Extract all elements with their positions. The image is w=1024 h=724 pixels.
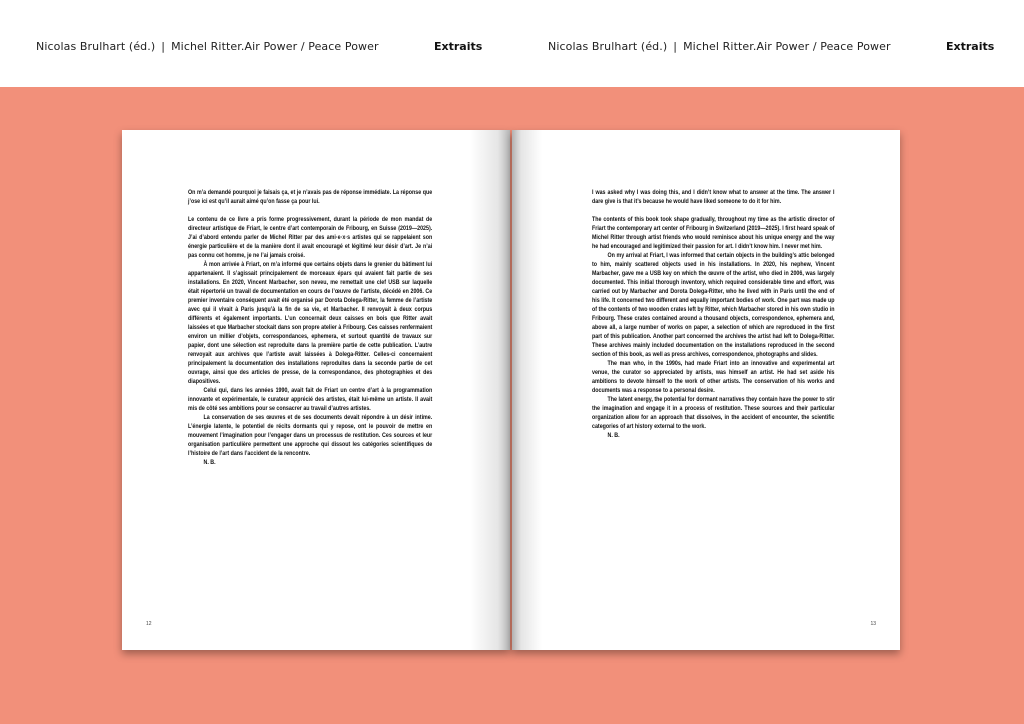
header-right	[548, 40, 891, 53]
header-separator: |	[673, 40, 678, 53]
header-extraits-label: Extraits	[434, 40, 483, 53]
header-title: Michel Ritter.Air Power / Peace Power	[683, 40, 891, 53]
open-book	[122, 130, 902, 650]
right-page-text	[592, 188, 835, 440]
header-author: Nicolas Brulhart (éd.)	[36, 40, 156, 53]
signature: N. B.	[607, 432, 620, 439]
paragraph: The latent energy, the potential for dormant narratives they contain have the power to stir the imagination and engage it in a process of restitution. These sources and their particular organization allow for an approach that dissolves, in the accident of encounter, the scientific categories of art history external to the work.	[592, 396, 835, 430]
left-page-text	[188, 188, 432, 467]
paragraph: Celui qui, dans les années 1990, avait fait de Friart un centre d’art à la programmation innovante et expérimentale, le curateur apprécié des artistes, était lui-même un artiste. Il avait mis de côté ses ambitions pour se consacrer au travail d’autres artistes.	[188, 387, 433, 412]
header-separator: |	[161, 40, 166, 53]
paragraph: À mon arrivée à Friart, on m’a informé que certains objets dans le grenier du bâtiment lui appartenaient. Il s’agissait principalement de morceaux épars qui avaient fait partie de ses installations. En 2020, Vincent Marbacher, son neveu, me remettait une clef USB sur laquelle était répertorié un travail de documentation en cours de l’œuvre de l’artiste, décédé en 2006. Ce premier inventaire conséquent avait été organisé par Dorota Dolega-Ritter, la femme de l’artiste avec qui il vivait à Paris jusqu’à la fin de sa vie, et Marbacher. Il renvoyait à deux corpus différents et également importants. L’un concernait deux caisses en bois que Ritter avait laissées et que Marbacher stockait dans son propre atelier à Fribourg. Ces caisses renfermaient environ un millier d’objets, correspondances, ephemera, et surtout quantité de travaux sur papier, dont une sélection est reproduite dans la première partie de cette publication. L’autre renvoyait aux archives que l’artiste avait laissées à Dolega-Ritter. Celles-ci concernaient principalement la documentation des installations reproduites dans la seconde partie de cet ouvrage, ainsi que des articles de presse, de la correspondance, des photographies et des diapositives.	[188, 261, 433, 385]
header-title: Michel Ritter.Air Power / Peace Power	[171, 40, 379, 53]
header-left	[36, 40, 379, 53]
right-page	[512, 130, 900, 650]
page-number: 13	[870, 621, 876, 627]
paragraph: On my arrival at Friart, I was informed that certain objects in the building’s attic belonged to him, mainly scattered objects used in his installations. In 2020, his nephew, Vincent Marbacher, gave me a USB key on which the œuvre of the artist, who died in 2006, was largely documented. This initial thorough inventory, which required considerable time and effort, was carried out by Marbacher and Dorota Dolega-Ritter, who he lived with in Paris until the end of his life. It concerned two different and equally important bodies of work. One part was made up of the contents of two wooden crates left by Ritter, which Marbacher stored in his own studio in Fribourg. These crates contained around a thousand objects, correspondence, ephemera and, above all, a large number of works on paper, a selection of which are reproduced in the first part of this publication. Another part concerned the archives the artist had left to Dolega-Ritter. These archives mainly included documentation on the installations reproduced in the second section of this book, as well as press archives, correspondence, photographs and slides.	[592, 252, 835, 358]
header-bar	[0, 0, 1024, 87]
left-page	[122, 130, 510, 650]
paragraph: The man who, in the 1990s, had made Friart into an innovative and experimental art venue, the curator so appreciated by artists, was himself an artist. He had set aside his ambitions to devote himself to the work of other artists. The conservation of his works and documents was a response to a personal desire.	[592, 360, 835, 394]
page-number: 12	[146, 621, 152, 627]
paragraph: On m’a demandé pourquoi je faisais ça, et je n’avais pas de réponse immédiate. La réponse que j’ose ici est qu’il aurait aimé qu’on fasse ça pour lui.	[188, 189, 433, 205]
paragraph: La conservation de ses œuvres et de ses documents devait répondre à un désir intime. L’énergie latente, le potentiel de récits dormants qui y repose, ont le pouvoir de mettre en mouvement l’imagination pour l’engager dans un processus de restitution. Ces sources et leur organisation particulière permettent une approche qui dissout les catégories scientifiques de l’histoire de l’art dans l’accident de la rencontre.	[188, 414, 433, 457]
header-author: Nicolas Brulhart (éd.)	[548, 40, 668, 53]
paragraph: The contents of this book took shape gradually, throughout my time as the artistic director of Friart the contemporary art center of Fribourg in Switzerland (2019—2025). I first heard speak of Michel Ritter through artist friends who would reminisce about his unique energy and the way he had encouraged and legitimized their passion for art. I didn’t know him. I never met him.	[592, 216, 835, 250]
paragraph: Le contenu de ce livre a pris forme progressivement, durant la période de mon mandat de directeur artistique de Friart, le centre d’art contemporain de Fribourg, en Suisse (2019—2025). J’ai d’abord entendu parler de Michel Ritter par des ami·e·x·s artistes qui se rappelaient son énergie particulière et de la manière dont il avait encouragé et légitimé leur désir d’art. Je n’ai pas connu cet homme, je ne l’ai jamais croisé.	[188, 216, 433, 259]
signature: N. B.	[203, 459, 216, 466]
paragraph: I was asked why I was doing this, and I didn’t know what to answer at the time. The answer I dare give is that it’s because he would have liked someone to do it for him.	[592, 189, 835, 205]
header-extraits-label: Extraits	[946, 40, 995, 53]
